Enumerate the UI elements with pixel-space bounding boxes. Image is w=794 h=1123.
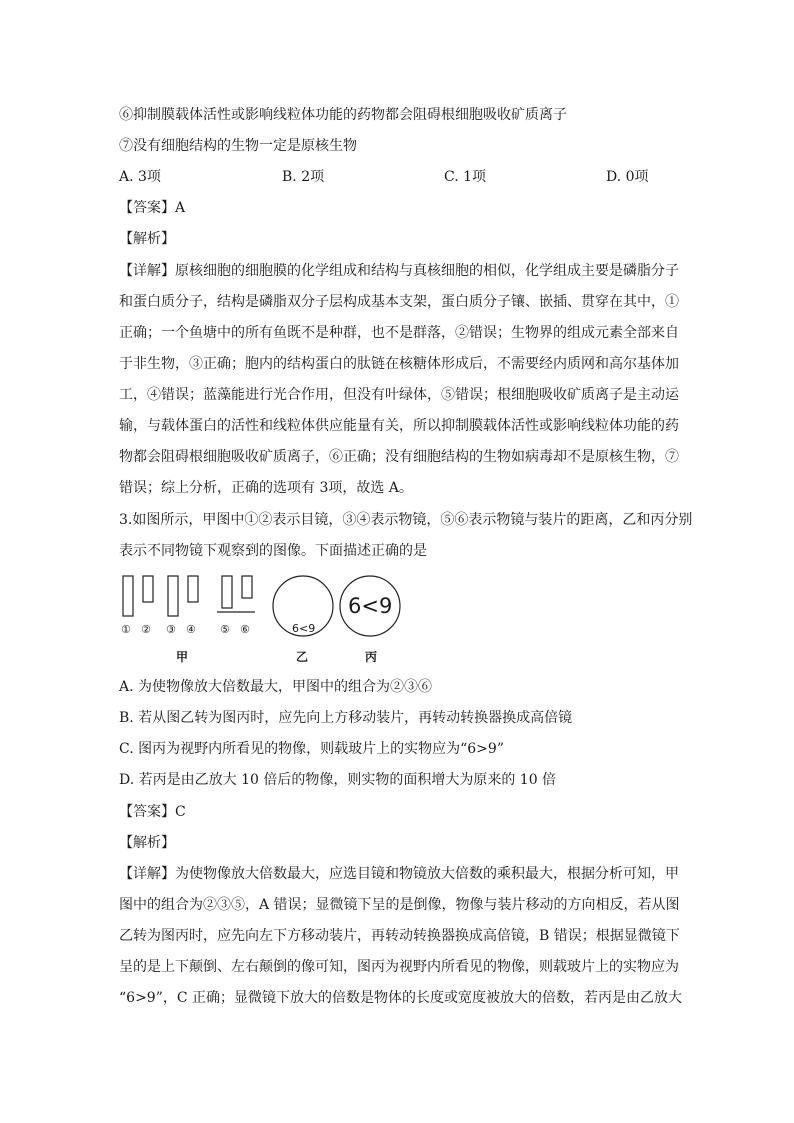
- label-3: ③: [166, 623, 176, 636]
- label-bing: 丙: [365, 650, 378, 664]
- option-c-q2: C. 1项: [444, 169, 487, 185]
- explain-q2-line: 物都会阻碍根细胞吸收矿质离子，⑥正确；没有细胞结构的生物如病毒却不是原核生物，⑦: [119, 449, 679, 465]
- objective-4-shape: [188, 576, 198, 602]
- statement-7: ⑦没有细胞结构的生物一定是原核生物: [119, 138, 357, 154]
- explain-q2-line: 工，④错误；蓝藻能进行光合作用，但没有叶绿体，⑤错误；根细胞吸收矿质离子是主动运: [119, 387, 679, 403]
- option-a-q3: A. 为使物像放大倍数最大，甲图中的组合为②③⑥: [119, 679, 433, 695]
- yi-view-text: 6<9: [292, 622, 316, 635]
- option-b-q3: B. 若从图乙转为图丙时，应先向上方移动装片，再转动转换器换成高倍镜: [119, 710, 573, 726]
- explain-q3-line: “6>9”，C 正确；显微镜下放大的倍数是物体的长度或宽度被放大的倍数，若丙是由乙放大: [119, 990, 683, 1006]
- analysis-label-q3: 【解析】: [119, 835, 175, 851]
- option-c-q3: C. 图丙为视野内所看见的物像，则载玻片上的实物应为“6>9”: [119, 741, 504, 757]
- label-1: ①: [121, 623, 131, 636]
- explain-q2-line: 错误；综上分析，正确的选项有 3项，故选 A。: [119, 480, 413, 496]
- label-jia: 甲: [176, 650, 189, 664]
- bing-view-text: 6<9: [348, 594, 393, 618]
- answer-q2: 【答案】A: [119, 200, 186, 216]
- option-d-q2: D. 0项: [606, 169, 649, 185]
- label-2: ②: [141, 623, 151, 636]
- explain-q3-line: 呈的是上下颠倒、左右颠倒的像可知，图丙为视野内所看见的物像，则载玻片上的实物应为: [119, 959, 679, 975]
- eyepiece-2-shape: [143, 576, 153, 602]
- explain-q2-line: 于非生物，③正确；胞内的结构蛋白的肽链在核糖体形成后，不需要经内质网和高尔基体加: [119, 356, 679, 372]
- option-a-q2: A. 3项: [119, 169, 161, 185]
- q3-stem-line: 3.如图所示，甲图中①②表示目镜，③④表示物镜，⑤⑥表示物镜与装片的距离，乙和丙分别: [119, 512, 693, 528]
- microscope-figure: [115, 566, 445, 666]
- explain-q2-line: 输，与载体蛋白的活性和线粒体供应能量有关，所以抑制膜载体活性或影响线粒体功能的药: [119, 418, 679, 434]
- explain-q2-line: 和蛋白质分子，结构是磷脂双分子层构成基本支架，蛋白质分子镶、嵌插、贯穿在其中，①: [119, 294, 679, 310]
- explain-q2-line: 正确；一个鱼塘中的所有鱼既不是种群，也不是群落，②错误；生物界的组成元素全部来自: [119, 325, 679, 341]
- distance-5-shape: [222, 576, 232, 608]
- label-6: ⑥: [240, 623, 250, 636]
- distance-6-shape: [242, 576, 252, 598]
- explain-q3-line: 【详解】为使物像放大倍数最大，应选目镜和物镜放大倍数的乘积最大，根据分析可知，甲: [119, 866, 679, 882]
- objective-3-shape: [168, 576, 178, 616]
- statement-6: ⑥抑制膜载体活性或影响线粒体功能的药物都会阻碍根细胞吸收矿质离子: [119, 107, 567, 123]
- option-d-q3: D. 若丙是由乙放大 10 倍后的物像，则实物的面积增大为原来的 10 倍: [119, 772, 557, 788]
- explain-q2-line: 【详解】原核细胞的细胞膜的化学组成和结构与真核细胞的相似，化学组成主要是磷脂分子: [119, 263, 679, 279]
- label-yi: 乙: [296, 650, 309, 664]
- q3-stem-line: 表示不同物镜下观察到的图像。下面描述正确的是: [119, 543, 427, 559]
- option-b-q2: B. 2项: [282, 169, 325, 185]
- eyepiece-1-shape: [123, 576, 133, 616]
- label-4: ④: [186, 623, 196, 636]
- answer-q3: 【答案】C: [119, 804, 186, 820]
- label-5: ⑤: [220, 623, 230, 636]
- analysis-label-q2: 【解析】: [119, 231, 175, 247]
- explain-q3-line: 乙转为图丙时，应先向左下方移动装片，再转动转换器换成高倍镜，B 错误；根据显微镜下: [119, 928, 680, 944]
- explain-q3-line: 图中的组合为②③⑤，A 错误；显微镜下呈的是倒像，物像与装片移动的方向相反，若从图: [119, 897, 680, 913]
